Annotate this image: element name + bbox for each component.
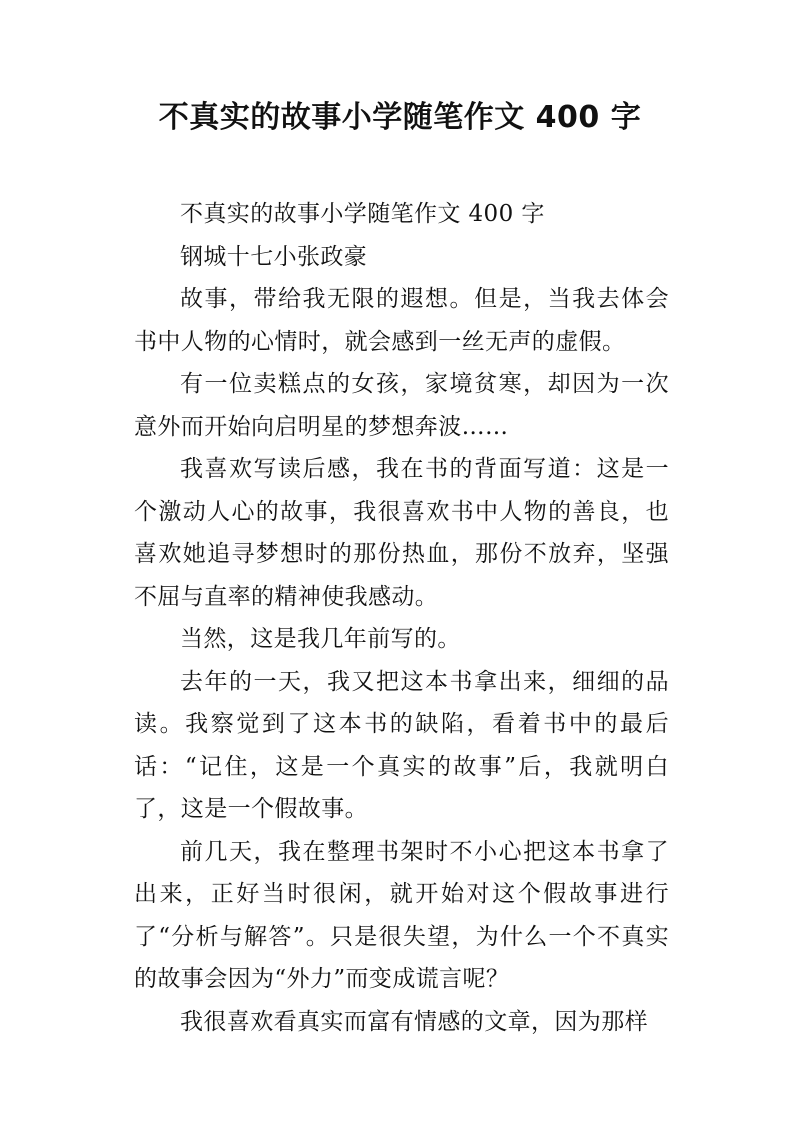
paragraph: 去年的一天，我又把这本书拿出来，细细的品读。我察觉到了这本书的缺陷，看着书中的最后话：“记住，这是一个真实的故事”后，我就明白了，这是一个假故事。 <box>134 668 669 822</box>
paragraph: 我很喜欢看真实而富有情感的文章，因为那样 <box>180 1008 648 1035</box>
essay-title-line: 不真实的故事小学随笔作文 400 字 <box>180 201 545 227</box>
paragraph: 当然，这是我几年前写的。 <box>180 626 461 652</box>
paragraph: 我喜欢写读后感，我在书的背面写道：这是一个激动人心的故事，我很喜欢书中人物的善良，也喜欢她追寻梦想时的那份热血，那份不放弃，坚强不屈与直率的精神使我感动。 <box>134 456 669 610</box>
document-body <box>134 193 669 1043</box>
paragraph: 有一位卖糕点的女孩，家境贫寒，却因为一次意外而开始向启明星的梦想奔波…… <box>134 371 669 440</box>
paragraph: 故事，带给我无限的遐想。但是，当我去体会书中人物的心情时，就会感到一丝无声的虚假。 <box>134 286 669 355</box>
author-line: 钢城十七小张政豪 <box>180 243 368 270</box>
paragraph: 前几天，我在整理书架时不小心把这本书拿了出来，正好当时很闲，就开始对这个假故事进行了“分析与解答”。只是很失望，为什么一个不真实的故事会因为“外力”而变成谎言呢？ <box>134 838 669 992</box>
document-title: 不真实的故事小学随笔作文 400 字 <box>158 100 642 135</box>
